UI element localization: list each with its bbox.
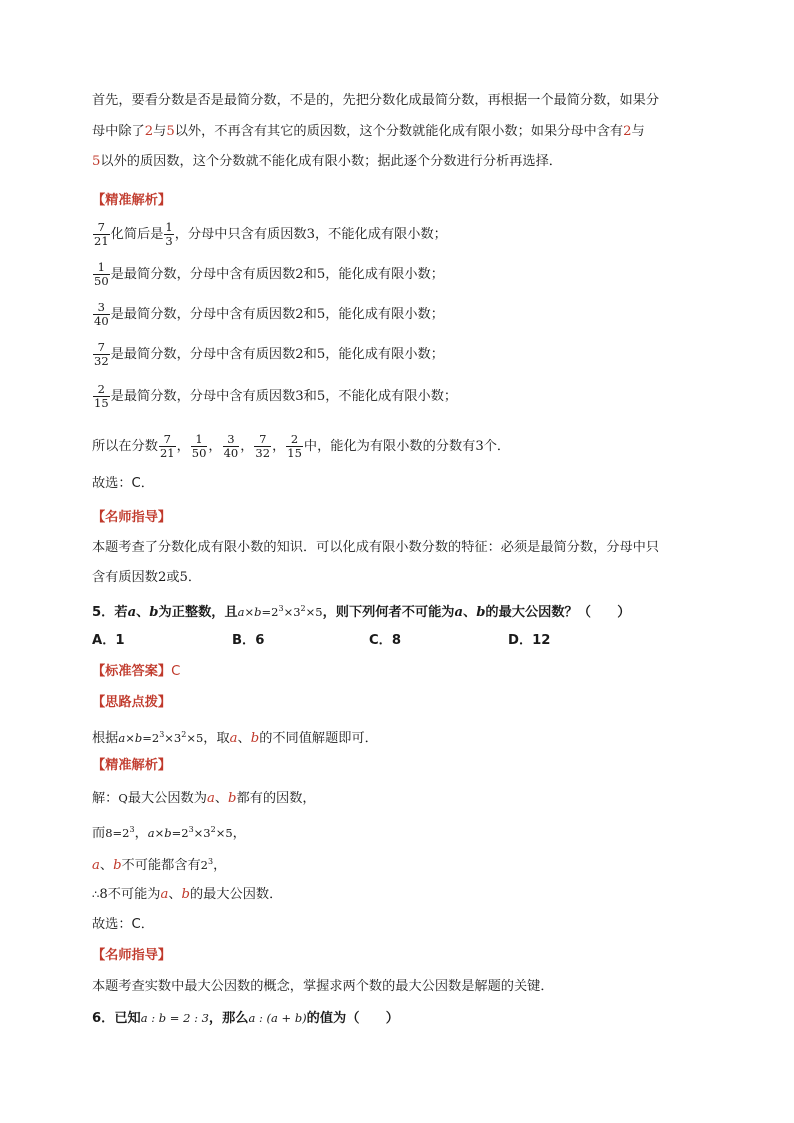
hint-5: 根据$a\times b=2^3\times 3^2\times 5$，取a、b的不同值解题即可． (92, 730, 378, 746)
text: 是最简分数，分母中含有质因数 (110, 267, 296, 282)
number: 2 (295, 347, 304, 362)
fraction-7-32: $\frac{7}{32}$ (255, 431, 271, 460)
number: 2 (295, 267, 304, 282)
text: 以外的质因数，这个分数就不能化成有限小数；据此逐个分数进行分析再选择． (100, 154, 562, 169)
text: 中，能化为有限小数的分数有 (303, 439, 476, 454)
number: 5 (316, 307, 326, 322)
analysis-line-3 (92, 152, 562, 172)
answer-5: 故选：C． (92, 917, 154, 932)
separator: ， (208, 439, 222, 454)
text: ，能化成有限小数； (325, 267, 444, 282)
question-6: 6．已知a : b = 2 : 3，那么a : (a + b)的值为（ ） (92, 1011, 399, 1026)
number: 5 (316, 347, 326, 362)
solution-5-line-3: a、b不可能都含有$2^3$， (92, 857, 227, 873)
number: 5 (179, 570, 188, 585)
text: ，能化成有限小数； (325, 347, 444, 362)
text: ． (187, 570, 202, 585)
number: 2 (295, 307, 304, 322)
text: 与 (153, 124, 167, 139)
text: 本题考查了分数化成有限小数的知识．可以化成有限小数分数的特征：必须是最简分数，分母中只 (92, 540, 660, 555)
option-b[interactable]: B．6 (232, 633, 265, 648)
text: 是最简分数，分母中含有质因数 (110, 307, 296, 322)
text: 是最简分数，分母中含有质因数 (110, 389, 296, 404)
answer-value: C (171, 664, 181, 679)
number: 5 (316, 267, 326, 282)
text: 首先，要看分数是否是最简分数，不是的，先把分数化成最简分数，再根据一个最简分数，如果分 (92, 93, 660, 108)
fraction-3-40: $\frac{3}{40}$ (223, 431, 239, 460)
solution-5-line-2: 而$8=2^3$，$a\times b=2^3\times 3^2\times 5$， (92, 825, 246, 841)
section-heading-mingshi-2: 【名师指导】 (92, 948, 172, 963)
section-heading-mingshi: 【名师指导】 (92, 510, 172, 525)
analysis-line-1 (92, 91, 659, 111)
fraction-1-3: $\frac{1}{3}$ (165, 219, 173, 248)
solution-5-line-1: 解：Q最大公因数为a、b都有的因数， (92, 791, 316, 806)
text: 是最简分数，分母中含有质因数 (110, 347, 296, 362)
options-row (92, 631, 704, 651)
number: 3 (306, 227, 315, 242)
analysis-line-2 (92, 122, 645, 142)
standard-answer (92, 662, 180, 682)
separator: ， (272, 439, 286, 454)
text: 和 (303, 389, 317, 404)
solution-5-line-4: ∴8不可能为a、b的最大公因数． (92, 887, 283, 902)
text: 所以在分数 (92, 439, 158, 454)
fraction-7-21: $\frac{7}{21}$ (94, 219, 109, 248)
text: ，能化成有限小数； (325, 307, 444, 322)
option-a[interactable]: A．1 (92, 633, 125, 648)
text: ，不能化成有限小数； (325, 389, 458, 404)
solution-row-2 (92, 258, 444, 292)
fraction-7-32: $\frac{7}{32}$ (94, 339, 109, 368)
text: 化简后是 (110, 227, 164, 242)
question-5: 5．若a、b为正整数，且$a\times b=2^3\times 3^2\times 5$，则下列何者不可能为a、b的最大公因数？（ ） (92, 604, 631, 620)
number: 2 (157, 570, 167, 585)
text: ，分母中只含有质因数 (174, 227, 307, 242)
text: ，不能化成有限小数； (314, 227, 447, 242)
fraction-1-50: $\frac{1}{50}$ (191, 431, 207, 460)
text: 含有质因数 (92, 570, 158, 585)
guide-5: 本题考查实数中最大公因数的概念，掌握求两个数的最大公因数是解题的关键． (92, 979, 554, 994)
solution-row-1 (92, 218, 447, 252)
section-heading-biaozhun: 【标准答案】 (92, 664, 172, 679)
guide-4-line-2 (92, 568, 201, 588)
number: 3 (295, 389, 304, 404)
fraction-2-15: $\frac{2}{15}$ (287, 431, 302, 460)
text: 和 (303, 347, 317, 362)
number: 3 (475, 439, 484, 454)
solution-row-4 (92, 338, 444, 372)
text: 母中除了 (92, 124, 145, 139)
separator: ， (176, 439, 190, 454)
option-d[interactable]: D．12 (508, 633, 551, 648)
guide-4-line-1 (92, 538, 659, 558)
fraction-7-21: $\frac{7}{21}$ (159, 431, 175, 460)
text: 以外，不再含有其它的质因数，这个分数就能化成有限小数；如果分母中含有 (174, 124, 624, 139)
number: 5 (316, 389, 326, 404)
text: 与 (631, 124, 645, 139)
fraction-3-40: $\frac{3}{40}$ (94, 299, 109, 328)
solution-row-5 (92, 380, 457, 414)
number: 5 (166, 124, 175, 139)
text: 和 (303, 267, 317, 282)
number: 2 (623, 124, 632, 139)
section-heading-silu: 【思路点拨】 (92, 695, 172, 710)
text: 或 (166, 570, 180, 585)
section-heading-jingzhun-2: 【精准解析】 (92, 758, 172, 773)
separator: ， (240, 439, 254, 454)
number: 5 (92, 154, 101, 169)
solution-summary (92, 430, 510, 464)
fraction-2-15: $\frac{2}{15}$ (94, 381, 109, 410)
solution-row-3 (92, 298, 444, 332)
section-heading-jingzhun: 【精准解析】 (92, 193, 172, 208)
number: 2 (144, 124, 154, 139)
text: 个． (483, 439, 511, 454)
answer-4: 故选：C． (92, 476, 154, 491)
fraction-1-50: $\frac{1}{50}$ (94, 259, 109, 288)
text: 和 (303, 307, 317, 322)
option-c[interactable]: C．8 (369, 633, 402, 648)
